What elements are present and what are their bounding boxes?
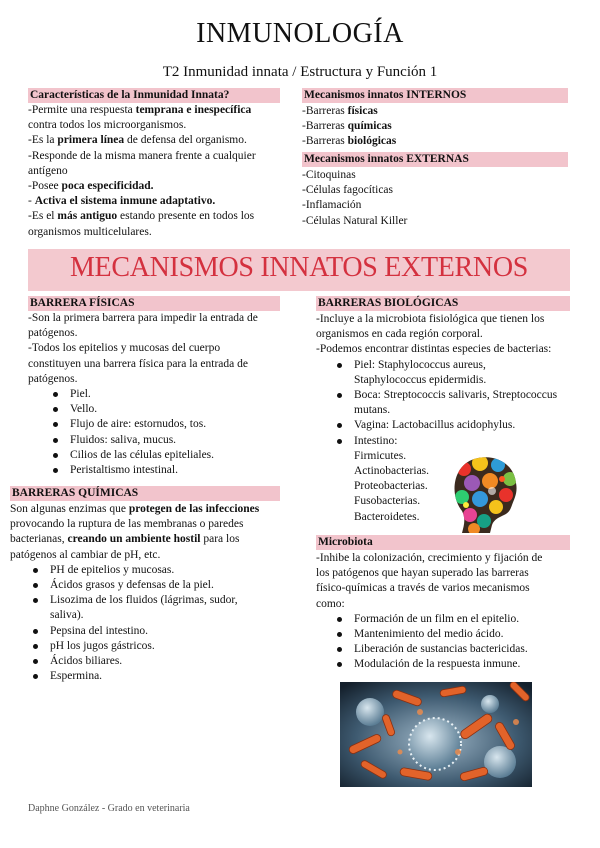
list-item: Cilios de las células epiteliales. bbox=[48, 448, 290, 463]
list-item: Piel. bbox=[48, 387, 290, 402]
list-item: Fluidos: saliva, mucus. bbox=[48, 433, 290, 448]
bacteria-illustration bbox=[340, 682, 532, 787]
list-item: Vagina: Lactobacillus acidophylus. bbox=[332, 418, 578, 433]
list-item: -Células Natural Killer bbox=[302, 214, 408, 227]
list-item: -Células fagocíticas bbox=[302, 184, 394, 197]
list-item: Ácidos biliares. bbox=[28, 654, 295, 669]
list-item: Actinobacterias. bbox=[354, 465, 430, 478]
list-item: Modulación de la respuesta inmune. bbox=[332, 657, 578, 672]
list-item: Fusobacterias. bbox=[354, 495, 421, 508]
list-item: Liberación de sustancias bactericidas. bbox=[332, 642, 578, 657]
list-item: Firmicutes. bbox=[354, 449, 407, 462]
microbiota-text: -Inhibe la colonización, crecimiento y fijación de los patógenos que hayan superado las barreras físico-químicas a través de varios mecanismos como: Formación de un film en el epitelio. Mantenimiento del medio ácido. Liberación de sustancias bactericidas. Modulación de la respuesta inmune. bbox=[316, 551, 578, 673]
page-subtitle: T2 Inmunidad innata / Estructura y Función 1 bbox=[162, 64, 438, 80]
microbiome-head-illustration bbox=[452, 455, 522, 535]
list-item: Vello. bbox=[48, 402, 290, 417]
quimicas-text: Son algunas enzimas que protegen de las infecciones provocando la ruptura de las membranas o paredes bacterianas, creando un ambiente hostil para los patógenos al cambiar de pH, etc. PH de epitelios y mucosas. Ácidos grasos y defensas de la piel. Lisozima de los fluidos (lágrimas, sudor, saliva). Pepsina del intestino. pH los jugos gástricos. Ácidos biliares. Espermina. bbox=[10, 502, 295, 684]
internos-list: -Barreras físicas -Barreras químicas -Barreras biológicas bbox=[302, 105, 397, 148]
banner-title: MECANISMOS INNATOS EXTERNOS bbox=[69, 252, 529, 283]
quimicas-heading: BARRERAS QUÍMICAS bbox=[10, 486, 280, 501]
caracteristicas-text: -Permite una respuesta temprana e inespecífica contra todos los microorganismos. -Es la primera línea de defensa del organismo. -Responde de la misma manera frente a cualquier antígeno -Posee poca especificidad. - Activa el sistema inmune adaptativo. -Es el más antiguo estando presente en todos los organismos multicelulares. bbox=[28, 104, 256, 238]
list-item: Lisozima de los fluidos (lágrimas, sudor, saliva). bbox=[28, 593, 295, 623]
externas-list bbox=[302, 168, 566, 229]
list-item: Boca: Streptococcis salivaris, Streptococcus mutans. bbox=[332, 388, 578, 418]
list-item: Espermina. bbox=[28, 669, 295, 684]
internos-heading: Mecanismos innatos INTERNOS bbox=[302, 88, 568, 103]
list-item: Bacteroidetes. bbox=[354, 510, 420, 523]
list-item: -Citoquinas bbox=[302, 169, 356, 181]
page-title: INMUNOLOGÍA bbox=[196, 18, 404, 49]
fisicas-heading: BARRERA FÍSICAS bbox=[28, 296, 280, 311]
list-item: Flujo de aire: estornudos, tos. bbox=[48, 417, 290, 432]
list-item: -Inflamación bbox=[302, 199, 362, 212]
biologicas-text: -Incluye a la microbiota fisiológica que tienen los organismos en cada región corporal. -Podemos encontrar distintas especies de bacterias: Piel: Staphylococcus aureus, Staphylococcus epidermidis. Boca: Streptococcis salivaris, Streptococcus mutans. Vagina: Lactobacillus acidophylus. Intestino: Firmicutes. Actinobacterias. Proteobacterias. Fusobacterias. Bacteroidetes. bbox=[316, 312, 578, 525]
list-item: Proteobacterias. bbox=[354, 480, 428, 493]
externas-heading: Mecanismos innatos EXTERNAS bbox=[302, 152, 568, 167]
caracteristicas-heading: Características de la Inmunidad Innata? bbox=[28, 88, 280, 103]
footer-author: Daphne González - Grado en veterinaria bbox=[28, 803, 190, 814]
list-item: Peristaltismo intestinal. bbox=[48, 463, 290, 478]
list-item: Intestino: bbox=[332, 434, 578, 449]
list-item: pH los jugos gástricos. bbox=[28, 639, 295, 654]
list-item: Formación de un film en el epitelio. bbox=[332, 612, 578, 627]
biologicas-heading: BARRERAS BIOLÓGICAS bbox=[316, 296, 570, 311]
microbiota-heading: Microbiota bbox=[316, 535, 570, 550]
list-item: Piel: Staphylococcus aureus, Staphylococcus epidermidis. bbox=[332, 358, 578, 388]
list-item: Mantenimiento del medio ácido. bbox=[332, 627, 578, 642]
list-item: Ácidos grasos y defensas de la piel. bbox=[28, 578, 295, 593]
fisicas-text: -Son la primera barrera para impedir la entrada de patógenos. -Todos los epitelios y mucosas del cuerpo constituyen una barrera física para la entrada de patógenos. Piel. Vello. Flujo de aire: estornudos, tos. Fluidos: saliva, mucus. Cilios de las células epiteliales. Peristaltismo intestinal. bbox=[28, 311, 290, 478]
list-item: PH de epitelios y mucosas. bbox=[28, 563, 295, 578]
list-item: Pepsina del intestino. bbox=[28, 624, 295, 639]
